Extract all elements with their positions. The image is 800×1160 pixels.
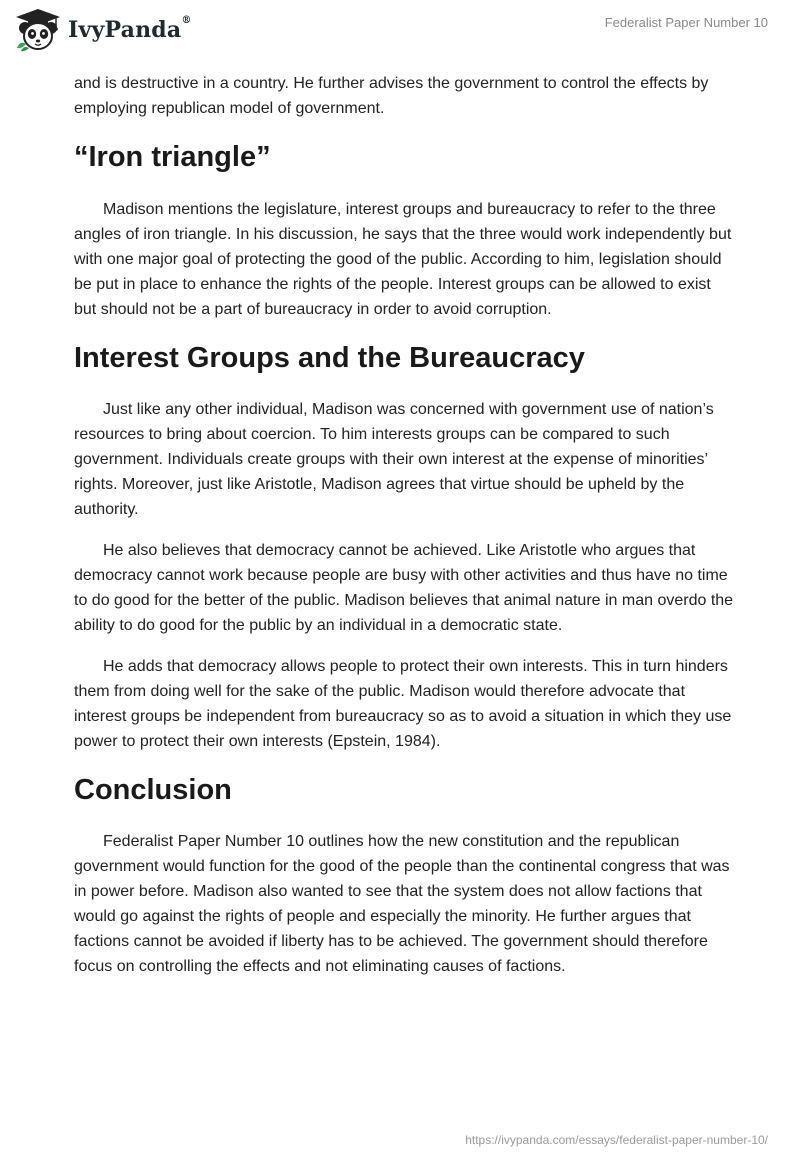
paragraph: Just like any other individual, Madison was concerned with government use of nation’s resources to bring about coercion. To him interests groups can be compared to such government. Individuals create groups with their own interest at the expense of minorities’ rights. Moreover, just like Aristotle, Madison agrees that virtue should be upheld by the authority.: [74, 401, 714, 518]
essay-content: [74, 71, 734, 995]
paragraph: Federalist Paper Number 10 outlines how the new constitution and the republican government would function for the good of the people than the continental congress that was in power before. Madison also wanted to see that the system does not allow factions that would go against the rights of people and especially the minority. He further argues that factions cannot be avoided if liberty has to be achieved. The government should therefore focus on controlling the effects and not eliminating causes of factions.: [74, 833, 730, 975]
paragraph: Madison mentions the legislature, interest groups and bureaucracy to refer to the three angles of iron triangle. In his discussion, he says that the three would work independently but with one major goal of protecting the good of the public. According to him, legislation should be put in place to enhance the rights of the people. Interest groups can be allowed to exist but should not be a part of bureaucracy in order to avoid corruption.: [74, 201, 732, 318]
document-title: Federalist Paper Number 10: [604, 15, 768, 30]
section-heading-iron-triangle: “Iron triangle”: [74, 141, 271, 173]
logo-text: IvyPanda: [68, 17, 182, 43]
registered-mark: ®: [181, 15, 192, 26]
intro-paragraph: and is destructive in a country. He further advises the government to control the effects by employing republican model of government.: [74, 75, 709, 117]
page-header: [0, 0, 800, 60]
source-url-link[interactable]: https://ivypanda.com/essays/federalist-paper-number-10/: [465, 1133, 768, 1147]
paragraph: He adds that democracy allows people to protect their own interests. This in turn hinders them from doing well for the sake of the public. Madison would therefore advocate that interest groups be independent from bureaucracy so as to avoid a situation in which they use power to protect their own interests (Epstein, 1984).: [74, 658, 732, 750]
paragraph: He also believes that democracy cannot be achieved. Like Aristotle who argues that democracy cannot work because people are busy with other activities and thus have no time to do good for the better of the public. Madison believes that animal nature in man overdo the ability to do good for the public by an individual in a democratic state.: [74, 542, 734, 634]
logo-wordmark: [68, 17, 192, 43]
ivypanda-logo[interactable]: [14, 8, 192, 52]
section-heading-conclusion: Conclusion: [74, 774, 232, 806]
panda-graduate-icon: [14, 8, 62, 52]
section-heading-interest-groups: Interest Groups and the Bureaucracy: [74, 342, 585, 374]
